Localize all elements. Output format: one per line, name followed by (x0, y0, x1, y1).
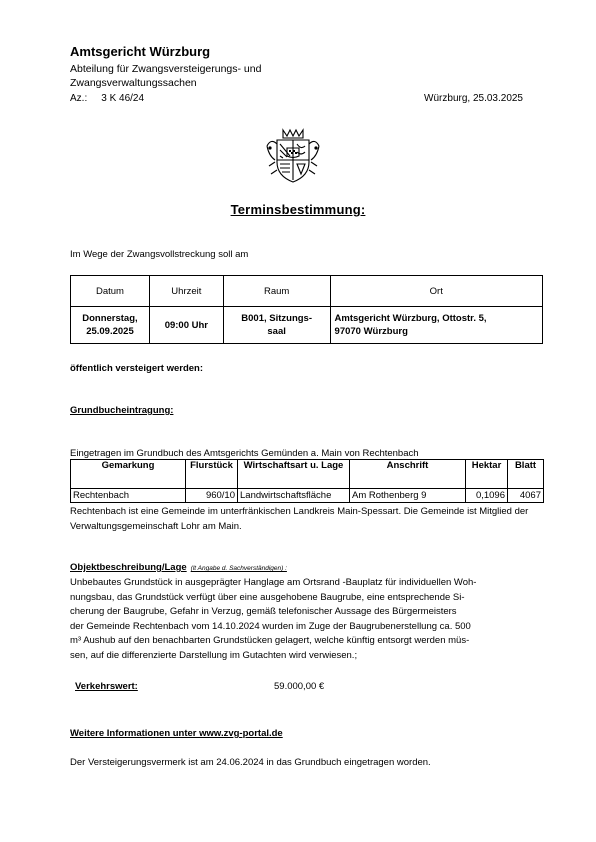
header-uhrzeit: Uhrzeit (149, 276, 223, 307)
raum-line1: B001, Sitzungs- (241, 313, 313, 324)
auction-statement: öffentlich versteigert werden: (70, 363, 204, 374)
object-description-source: (lt Angabe d. Sachverständigen) : (190, 565, 287, 572)
place-date: Würzburg, 25.03.2025 (424, 93, 523, 104)
bavarian-coat-of-arms-icon (263, 126, 323, 186)
file-number-label: Az.: (70, 93, 88, 104)
description-line: nungsbau, das Grundstück verfügt über eine ausgehobene Baugrube, eine entsprechende Si- (70, 591, 465, 603)
market-value: 59.000,00 € (274, 681, 325, 692)
raum-line2: saal (267, 326, 286, 337)
location-text: Rechtenbach ist eine Gemeinde im unterfränkischen Landkreis Main-Spessart. Die Gemeinde ist Mitglied der Verwaltungsgemeinschaft Lohr am Main. (70, 506, 529, 532)
object-description-text (70, 576, 545, 663)
description-line: cherung der Baugrube, Gefahr in Verzug, gemäß telefonischer Aussage des Bürgermeisters (70, 606, 457, 617)
cell-blatt: 4067 (508, 489, 544, 503)
object-description-title (70, 562, 287, 573)
table-header-row (71, 460, 544, 489)
court-department: Abteilung für Zwangsversteigerungs- und Zwangsverwaltungssachen (70, 63, 262, 89)
cell-flurstueck: 960/10 (186, 489, 238, 503)
header-ort: Ort (330, 276, 542, 307)
header-raum: Raum (223, 276, 330, 307)
ort-line1: Amtsgericht Würzburg, Ottostr. 5, (334, 313, 487, 324)
cell-datum (71, 307, 150, 344)
cell-raum (223, 307, 330, 344)
land-register-title: Grundbucheintragung: (70, 405, 174, 416)
market-value-label: Verkehrswert: (75, 681, 138, 692)
header-flurstueck: Flurstück (186, 460, 238, 489)
description-line: sen, auf die differenzierte Darstellung im Gutachten wird verwiesen.; (70, 649, 358, 661)
cell-anschrift: Am Rothenberg 9 (350, 489, 466, 503)
land-register-text: Eingetragen im Grundbuch des Amtsgerichts Gemünden a. Main von Rechtenbach (70, 448, 419, 459)
land-register-table (70, 459, 544, 503)
table-row (71, 489, 544, 503)
cell-hektar: 0,1096 (466, 489, 508, 503)
more-info-link[interactable]: Weitere Informationen unter www.zvg-portal.de (70, 728, 283, 739)
description-line: m³ Aushub auf den benachbarten Grundstücken gelagert, welche künftig entsorgt werden müs- (70, 635, 470, 646)
ort-line2: 97070 Würzburg (334, 326, 408, 337)
description-line: Unbebautes Grundstück in ausgeprägter Hanglage am Ortsrand -Bauplatz für individuellen Woh- (70, 577, 477, 588)
page-title: Terminsbestimmung: (230, 202, 366, 217)
header-hektar: Hektar (466, 460, 508, 489)
cell-gemarkung: Rechtenbach (71, 489, 186, 503)
object-description-heading: Objektbeschreibung/Lage (70, 562, 187, 573)
cell-wirtschaftsart: Landwirtschaftsfläche (238, 489, 350, 503)
header-datum: Datum (71, 276, 150, 307)
table-row (71, 307, 543, 344)
datum-weekday: Donnerstag, (82, 313, 138, 324)
header-blatt: Blatt (508, 460, 544, 489)
header-gemarkung: Gemarkung (71, 460, 186, 489)
header-anschrift: Anschrift (350, 460, 466, 489)
header-wirtschaftsart: Wirtschaftsart u. Lage (238, 460, 350, 489)
intro-text: Im Wege der Zwangsvollstreckung soll am (70, 249, 249, 260)
file-number-value: 3 K 46/24 (101, 93, 145, 104)
datum-date: 25.09.2025 (86, 326, 134, 337)
auction-note: Der Versteigerungsvermerk ist am 24.06.2024 in das Grundbuch eingetragen worden. (70, 757, 431, 768)
cell-uhrzeit: 09:00 Uhr (149, 307, 223, 344)
table-header-row (71, 276, 543, 307)
file-number (70, 93, 144, 104)
cell-ort (330, 307, 542, 344)
description-line: der Gemeinde Rechtenbach vom 14.10.2024 wurden im Zuge der Baugrubenerstellung ca. 500 (70, 620, 471, 632)
appointment-table (70, 275, 543, 344)
court-name: Amtsgericht Würzburg (70, 44, 211, 59)
